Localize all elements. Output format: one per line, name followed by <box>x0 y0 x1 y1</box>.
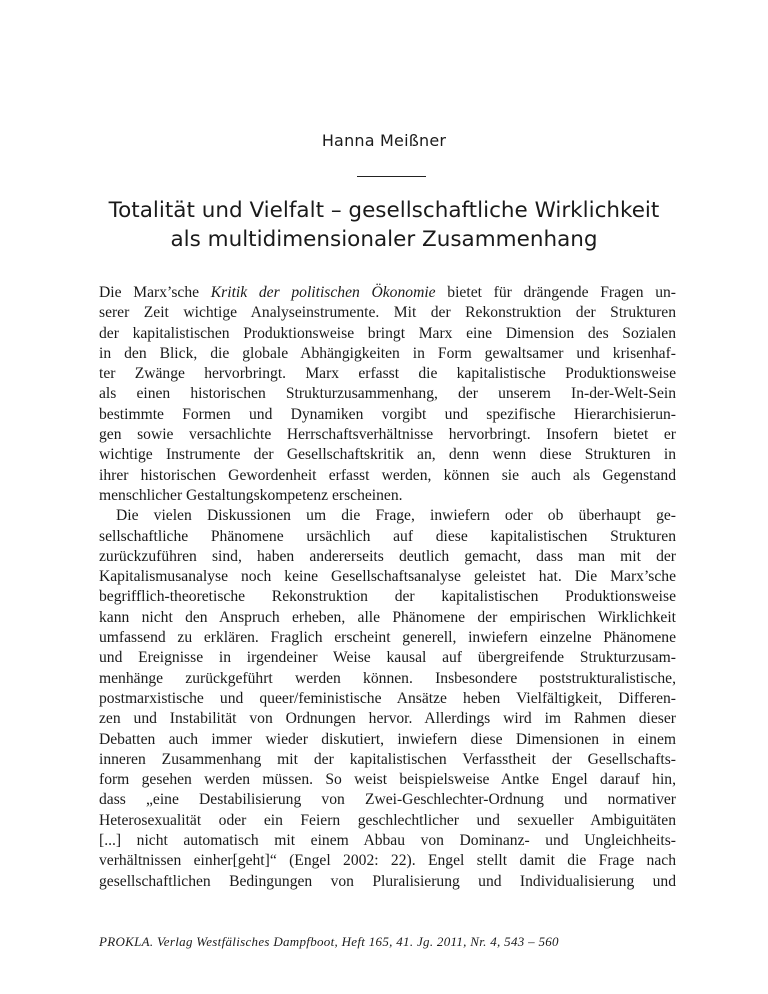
body-line: Die vielen Diskussionen um die Frage, inwiefern oder ob überhaupt ge- <box>116 507 676 525</box>
body-line: verhältnissen einher[geht]“ (Engel 2002: 22). Engel stellt damit die Frage nach <box>99 852 676 870</box>
body-line: sellschaftliche Phänomene ursächlich auf diese kapitalistischen Strukturen <box>99 527 676 545</box>
body-line: gen sowie versachlichte Herrschaftsverhältnisse hervorbringt. Insofern bietet er <box>99 426 676 444</box>
body-line: Heterosexualität oder ein Feiern geschlechtlicher und sexueller Ambiguitäten <box>99 811 676 829</box>
body-line-0-pre: Die Marx’sche <box>99 284 211 301</box>
body-line-0-post: bietet für drängende Fragen un- <box>435 284 676 301</box>
body-line: inneren Zusammenhang mit der kapitalistischen Verfasstheit der Gesellschafts- <box>99 750 676 768</box>
body-line: ihrer historischen Gewordenheit erfasst werden, können sie auch als Gegenstand <box>99 466 676 484</box>
article-title <box>60 196 708 254</box>
body-line: menschlicher Gestaltungskompetenz erscheinen. <box>99 486 403 504</box>
journal-citation-footer: PROKLA. Verlag Westfälisches Dampfboot, Heft 165, 41. Jg. 2011, Nr. 4, 543 – 560 <box>99 934 559 949</box>
author-name: Hanna Meißner <box>321 131 447 150</box>
body-line-0 <box>99 283 676 303</box>
body-line: als einen historischen Strukturzusammenhang, der unserem In-der-Welt-Sein <box>99 385 676 403</box>
body-line: Debatten auch immer wieder diskutiert, inwiefern diese Dimensionen in einem <box>99 730 676 748</box>
body-line: begrifflich-theoretische Rekonstruktion der kapitalistischen Produktionsweise <box>99 588 676 606</box>
body-line: bestimmte Formen und Dynamiken vorgibt und spezifische Hierarchisierun- <box>99 405 676 423</box>
body-line: ter Zwänge hervorbringt. Marx erfasst die kapitalistische Produktionsweise <box>99 365 676 383</box>
body-line: dass „eine Destabilisierung von Zwei-Geschlechter-Ordnung und normativer <box>99 791 676 809</box>
body-line: gesellschaftlichen Bedingungen von Pluralisierung und Individualisierung und <box>99 872 676 890</box>
body-line: und Ereignisse in irgendeiner Weise kausal auf übergreifende Strukturzusam- <box>99 649 676 667</box>
body-line: form gesehen werden müssen. So weist beispielsweise Antke Engel darauf hin, <box>99 771 676 789</box>
body-line: in den Blick, die globale Abhängigkeiten in Form gewaltsamer und krisenhaf- <box>99 344 676 362</box>
body-line: kann nicht den Anspruch erheben, alle Phänomene der empirischen Wirklichkeit <box>99 608 676 626</box>
body-line: postmarxistische und queer/feministische Ansätze heben Vielfältigkeit, Differen- <box>99 689 676 707</box>
body-line: [...] nicht automatisch mit einem Abbau von Dominanz- und Ungleichheits- <box>99 832 676 850</box>
body-line: der kapitalistischen Produktionsweise bringt Marx eine Dimension des Sozialen <box>99 324 676 342</box>
body-line: wichtige Instrumente der Gesellschaftskritik an, denn wenn diese Strukturen in <box>99 446 676 464</box>
title-line: Totalität und Vielfalt – gesellschaftliche Wirklichkeit <box>108 198 660 223</box>
body-line: serer Zeit wichtige Analyseinstrumente. Mit der Rekonstruktion der Strukturen <box>99 304 676 322</box>
body-line: Kapitalismusanalyse noch keine Gesellschaftsanalyse geleistet hat. Die Marx’sche <box>99 568 676 586</box>
body-line: umfassend zu erklären. Fraglich erscheint generell, inwiefern einzelne Phänomene <box>99 629 676 647</box>
body-line: zen und Instabilität von Ordnungen hervor. Allerdings wird im Rahmen dieser <box>99 710 676 728</box>
body-line: menhänge zurückgeführt werden können. Insbesondere poststrukturalistische, <box>99 669 676 687</box>
book-title-italic: Kritik der politischen Ökonomie <box>210 284 436 301</box>
title-divider <box>357 176 426 177</box>
title-line: als multidimensionaler Zusammenhang <box>170 227 598 252</box>
body-text <box>99 283 676 892</box>
body-line: zurückzuführen sind, haben andererseits deutlich gemacht, dass man mit der <box>99 547 676 565</box>
